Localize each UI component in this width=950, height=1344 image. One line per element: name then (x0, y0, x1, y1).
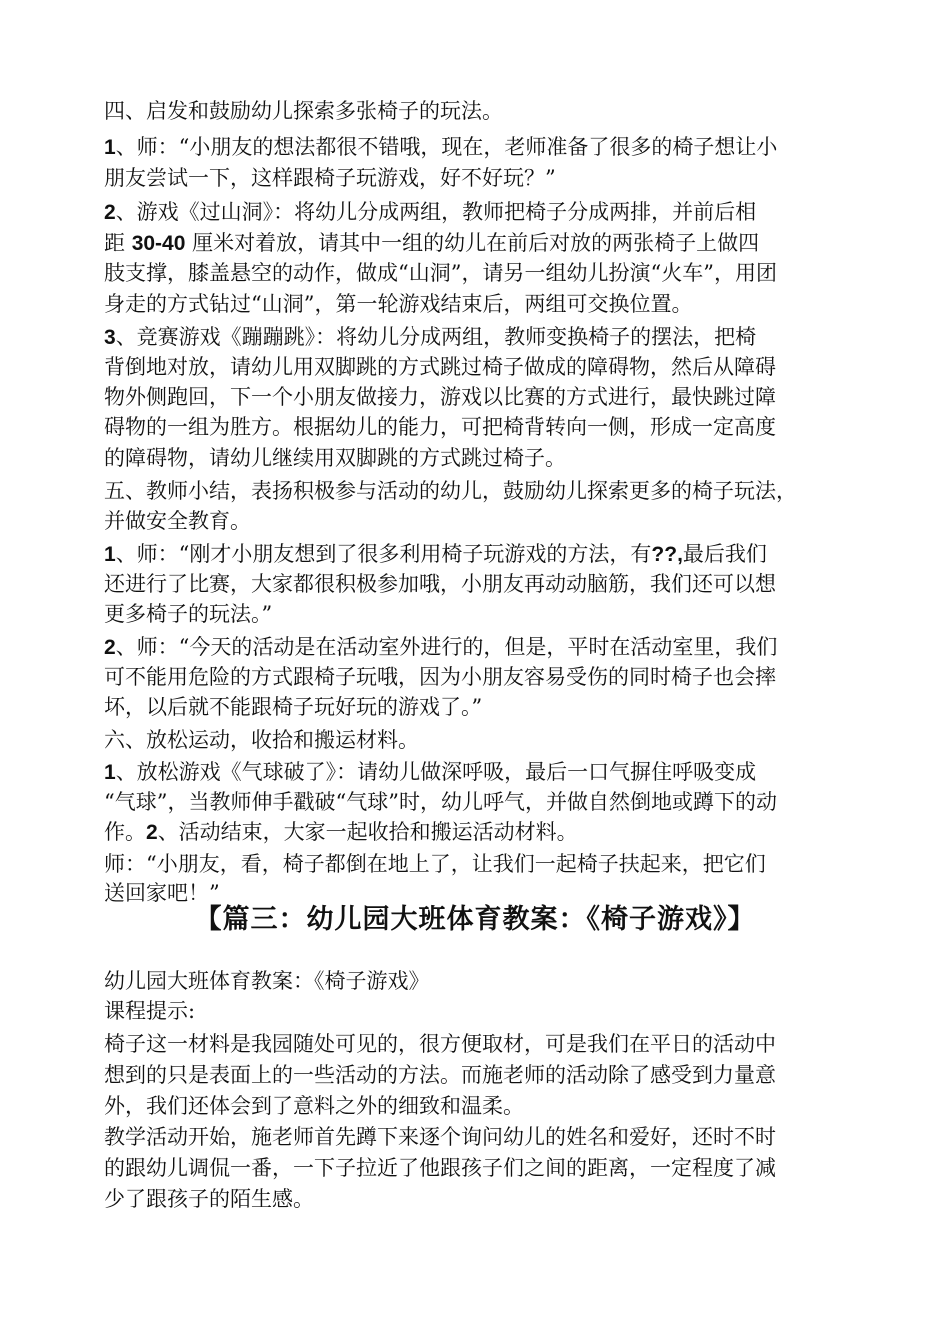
chapter-subtitle: 幼儿园大班体育教案：《椅子游戏》 (104, 969, 430, 993)
chapter-heading: 【篇三：幼儿园大班体育教案：《椅子游戏》】 (194, 904, 756, 935)
section-4-item-1-line-1: 1、师：“小朋友的想法都很不错哦，现在，老师准备了很多的椅子想让小 (104, 135, 778, 159)
item-number: 3 (104, 326, 116, 349)
section-4-item-3-line-2: 背倒地对放，请幼儿用双脚跳的方式跳过椅子做成的障碍物，然后从障碍 (104, 355, 776, 379)
section-5-item-1-line-1: 1、师：“刚才小朋友想到了很多利用椅子玩游戏的方法，有??,最后我们 (104, 542, 767, 566)
paragraph-1-line-1: 椅子这一材料是我园随处可见的，很方便取材，可是我们在平日的活动中 (104, 1032, 776, 1056)
paragraph-2-line-1: 教学活动开始，施老师首先蹲下来逐个询问幼儿的姓名和爱好，还时不时 (104, 1125, 776, 1149)
section-4-item-3-line-4: 碍物的一组为胜方。根据幼儿的能力，可把椅背转向一侧，形成一定高度 (104, 415, 776, 439)
closing-line-1: 师：“小朋友，看，椅子都倒在地上了，让我们一起椅子扶起来，把它们 (104, 852, 766, 876)
item-number: 2 (104, 636, 116, 659)
paragraph-1-line-3: 外，我们还体会到了意料之外的细致和温柔。 (104, 1094, 524, 1118)
section-4-item-2-line-2: 距 30-40 厘米对着放，请其中一组的幼儿在前后对放的两张椅子上做四 (104, 231, 760, 255)
item-number: 1 (104, 543, 116, 566)
item-number: 2 (104, 201, 116, 224)
section-4-item-3-line-1: 3、竞赛游戏《蹦蹦跳》：将幼儿分成两组，教师变换椅子的摆法，把椅 (104, 325, 757, 349)
section-4-title: 四、启发和鼓励幼儿探索多张椅子的玩法。 (104, 99, 503, 123)
item-number: 1 (104, 761, 116, 784)
section-4-item-1-line-2: 朋友尝试一下，这样跟椅子玩游戏，好不好玩？” (104, 166, 556, 190)
section-5-item-2-line-3: 坏，以后就不能跟椅子玩好玩的游戏了。” (104, 695, 483, 719)
item-number: 1 (104, 136, 116, 159)
section-4-item-2-line-4: 身走的方式钻过“山洞”，第一轮游戏结束后，两组可交换位置。 (104, 292, 693, 316)
section-5-item-2-line-1: 2、师：“今天的活动是在活动室外进行的，但是，平时在活动室里，我们 (104, 635, 778, 659)
section-4-item-2-line-3: 肢支撑，膝盖悬空的动作，做成“山洞”，请另一组幼儿扮演“火车”，用团 (104, 261, 777, 285)
section-4-item-3-line-3: 物外侧跑回，下一个小朋友做接力，游戏以比赛的方式进行，最快跳过障 (104, 385, 776, 409)
closing-line-2: 送回家吧！” (104, 881, 220, 905)
section-6-item-1-line-2: “气球”，当教师伸手戳破“气球”时，幼儿呼气，并做自然倒地或蹲下的动 (104, 790, 777, 814)
section-4-item-2-line-1: 2、游戏《过山洞》：将幼儿分成两组，教师把椅子分成两排，并前后相 (104, 200, 757, 224)
section-6-title: 六、放松运动，收拾和搬运材料。 (104, 728, 419, 752)
paragraph-2-line-2: 的跟幼儿调侃一番，一下子拉近了他跟孩子们之间的距离，一定程度了减 (104, 1156, 776, 1180)
section-5-item-1-line-2: 还进行了比赛，大家都很积极参加哦，小朋友再动动脑筋，我们还可以想 (104, 572, 776, 596)
section-5-item-1-line-3: 更多椅子的玩法。” (104, 602, 273, 626)
section-5-item-2-line-2: 可不能用危险的方式跟椅子玩哦，因为小朋友容易受伤的同时椅子也会摔 (104, 665, 776, 689)
section-5-title-line-1: 五、教师小结，表扬积极参与活动的幼儿，鼓励幼儿探索更多的椅子玩法， (104, 479, 797, 503)
section-4-item-3-line-5: 的障碍物，请幼儿继续用双脚跳的方式跳过椅子。 (104, 446, 566, 470)
paragraph-1-line-2: 想到的只是表面上的一些活动的方法。而施老师的活动除了感受到力量意 (104, 1063, 776, 1087)
section-6-item-1-line-1: 1、放松游戏《气球破了》：请幼儿做深呼吸，最后一口气摒住呼吸变成 (104, 760, 757, 784)
paragraph-2-line-3: 少了跟孩子的陌生感。 (104, 1187, 314, 1211)
section-6-item-1-line-3: 作。2、活动结束，大家一起收拾和搬运活动材料。 (104, 820, 578, 844)
section-5-title-line-2: 并做安全教育。 (104, 509, 251, 533)
course-hint-label: 课程提示: (104, 999, 196, 1023)
